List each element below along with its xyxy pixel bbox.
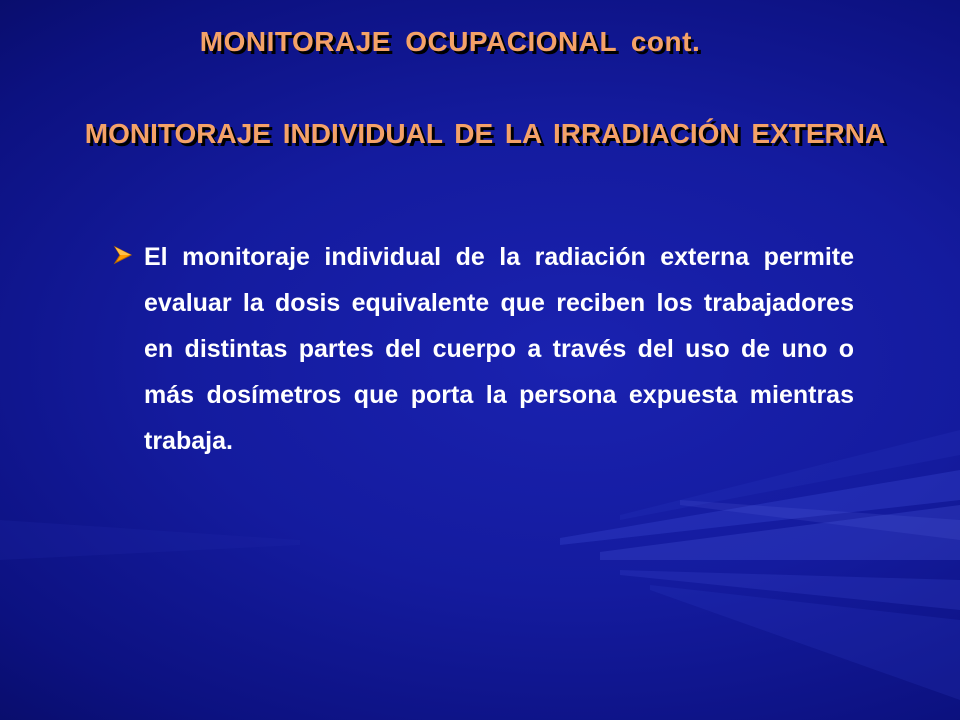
bullet-list: [112, 234, 854, 464]
slide-subtitle: MONITORAJE INDIVIDUAL DE LA IRRADIACIÓN EXTERNA: [84, 118, 886, 149]
arrowhead-bullet-icon: [112, 244, 134, 266]
bullet-text: El monitoraje individual de la radiación externa permite evaluar la dosis equivalente que reciben los trabajadores en distintas partes del cuerpo a través del uso de uno o más dosímetros que porta la persona expuesta mientras trabaja.: [144, 243, 854, 455]
slide-title: MONITORAJE OCUPACIONAL cont.: [199, 26, 701, 57]
bullet-item: [112, 234, 854, 464]
